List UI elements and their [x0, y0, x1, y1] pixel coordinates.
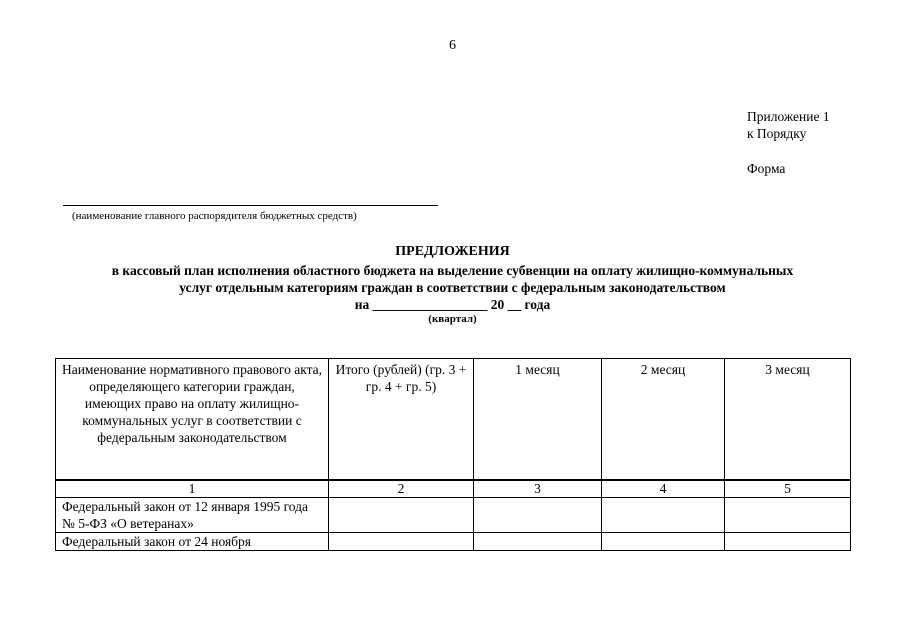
- header-total: Итого (рублей) (гр. 3 + гр. 4 + гр. 5): [329, 359, 474, 481]
- column-numbers-row: [56, 480, 851, 498]
- appendix-block: [747, 108, 830, 177]
- column-number: 4: [602, 480, 725, 498]
- total-cell[interactable]: [329, 533, 474, 551]
- subtitle-line-2: услуг отдельным категориям граждан в соответствии с федеральным законодательством: [179, 280, 726, 295]
- month-1-cell[interactable]: [474, 498, 602, 533]
- column-number: 5: [725, 480, 851, 498]
- month-3-cell[interactable]: [725, 533, 851, 551]
- month-1-cell[interactable]: [474, 533, 602, 551]
- subtitle-line-3: на _________________ 20 __ года: [354, 297, 551, 312]
- subtitle-line-1: в кассовый план исполнения областного бюджета на выделение субвенции на оплату жилищно-коммунальных: [111, 263, 794, 278]
- total-cell[interactable]: [329, 498, 474, 533]
- quarter-caption: (квартал): [428, 313, 477, 325]
- org-name-caption: (наименование главного распорядителя бюджетных средств): [72, 210, 357, 222]
- legal-act-cell: Федеральный закон от 12 января 1995 года № 5-ФЗ «О ветеранах»: [56, 498, 329, 533]
- header-month-3: 3 месяц: [725, 359, 851, 481]
- table-header-row: [56, 359, 851, 481]
- document-subtitle: [0, 262, 905, 313]
- cash-plan-table: [55, 358, 851, 551]
- month-2-cell[interactable]: [602, 533, 725, 551]
- form-label: Форма: [747, 161, 786, 176]
- table-row: [56, 533, 851, 551]
- table-row: [56, 498, 851, 533]
- appendix-line-1: Приложение 1: [747, 109, 830, 124]
- page-number: 6: [449, 38, 456, 53]
- legal-act-cell: Федеральный закон от 24 ноября: [56, 533, 329, 551]
- column-number: 3: [474, 480, 602, 498]
- column-number: 2: [329, 480, 474, 498]
- header-month-1: 1 месяц: [474, 359, 602, 481]
- document-title: ПРЕДЛОЖЕНИЯ: [395, 244, 510, 259]
- header-month-2: 2 месяц: [602, 359, 725, 481]
- month-2-cell[interactable]: [602, 498, 725, 533]
- month-3-cell[interactable]: [725, 498, 851, 533]
- column-number: 1: [56, 480, 329, 498]
- appendix-line-2: к Порядку: [747, 126, 807, 141]
- header-legal-act: Наименование нормативного правового акта, определяющего категории граждан, имеющих право на оплату жилищно-коммунальных услуг в соответствии с федеральным законодательством: [56, 359, 329, 481]
- org-name-line: [63, 205, 438, 206]
